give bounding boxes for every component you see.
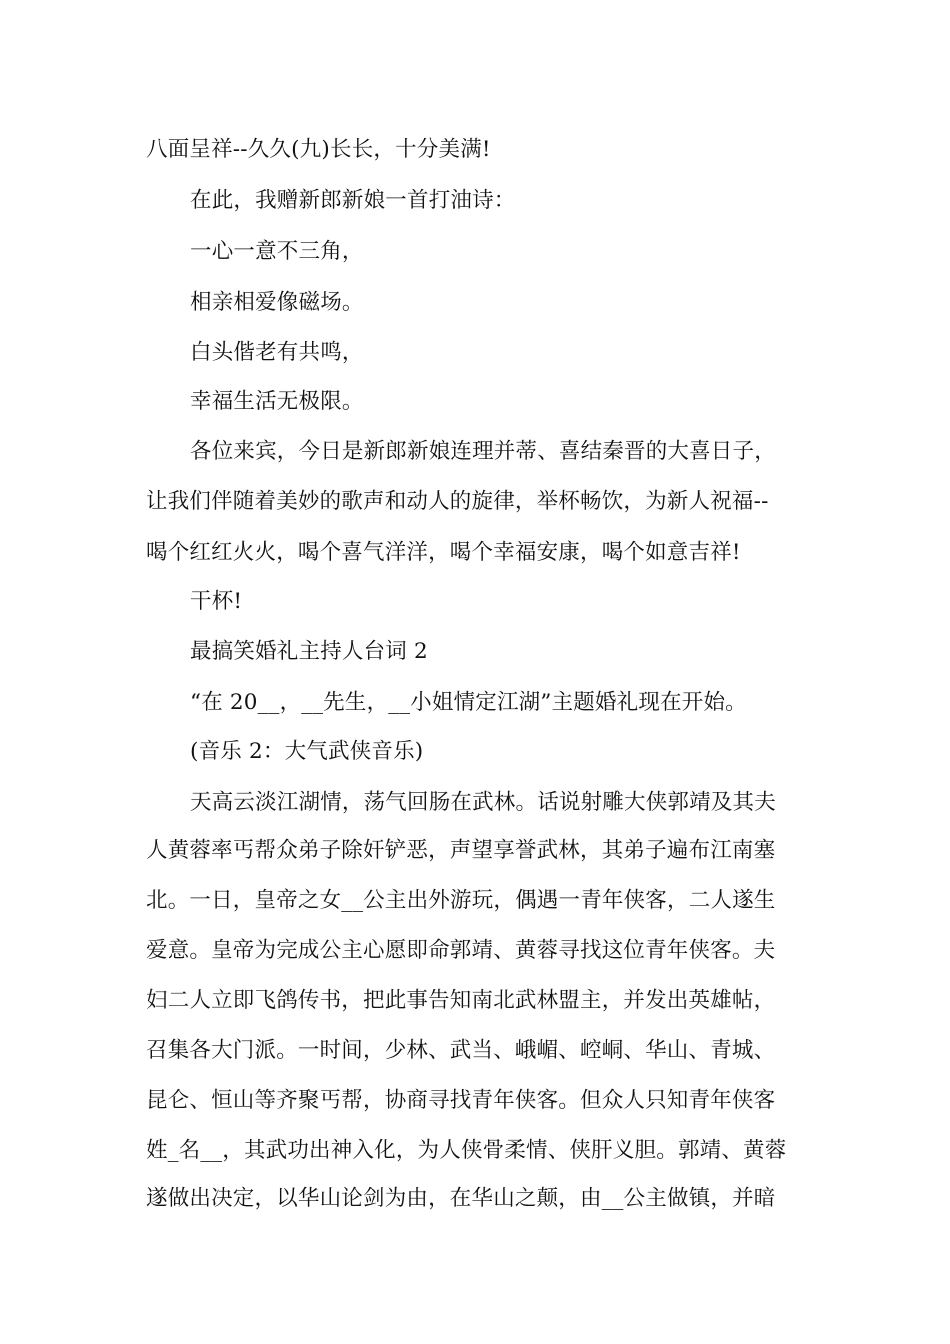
text-line: 姓_名__，其武功出神入化，为人侠骨柔情、侠肝义胆。郭靖、黄蓉 bbox=[146, 1138, 787, 1163]
text-line: 各位来宾，今日是新郎新娘连理并蒂、喜结秦晋的大喜日子， bbox=[190, 439, 776, 464]
text-line: 爱意。皇帝为完成公主心愿即命郭靖、黄蓉寻找这位青年侠客。夫 bbox=[146, 938, 776, 963]
text-line: 相亲相爱像磁场。 bbox=[190, 290, 364, 315]
text-line: 八面呈祥--久久(九)长长，十分美满! bbox=[146, 137, 491, 162]
text-line: 遂做出决定，以华山论剑为由，在华山之颠，由__公主做镇，并暗 bbox=[146, 1186, 776, 1211]
text-line: 一心一意不三角， bbox=[190, 239, 364, 264]
text-line: (音乐 2：大气武侠音乐) bbox=[190, 739, 424, 764]
section-heading: 最搞笑婚礼主持人台词 2 bbox=[190, 639, 428, 664]
text-line: 白头偕老有共鸣， bbox=[190, 340, 364, 365]
text-line: 让我们伴随着美妙的歌声和动人的旋律，举杯畅饮，为新人祝福-- bbox=[146, 489, 769, 514]
text-line: 在此，我赠新郎新娘一首打油诗： bbox=[190, 188, 516, 213]
text-line: 干杯! bbox=[190, 589, 243, 614]
text-line: 妇二人立即飞鸽传书，把此事告知南北武林盟主，并发出英雄帖， bbox=[146, 988, 776, 1013]
text-line: “在 20__，__先生，__小姐情定江湖”主题婚礼现在开始。 bbox=[190, 690, 747, 715]
text-line: 召集各大门派。一时间，少林、武当、峨嵋、崆峒、华山、青城、 bbox=[146, 1038, 776, 1063]
text-line: 天高云淡江湖情，荡气回肠在武林。话说射雕大侠郭靖及其夫 bbox=[190, 790, 776, 815]
text-line: 人黄蓉率丐帮众弟子除奸铲恶，声望享誉武林，其弟子遍布江南塞 bbox=[146, 838, 776, 863]
text-line: 昆仑、恒山等齐聚丐帮，协商寻找青年侠客。但众人只知青年侠客 bbox=[146, 1088, 776, 1113]
text-line: 幸福生活无极限。 bbox=[190, 389, 364, 414]
text-line: 喝个红红火火，喝个喜气洋洋，喝个幸福安康，喝个如意吉祥! bbox=[146, 540, 741, 565]
text-line: 北。一日，皇帝之女__公主出外游玩，偶遇一青年侠客，二人遂生 bbox=[146, 888, 776, 913]
